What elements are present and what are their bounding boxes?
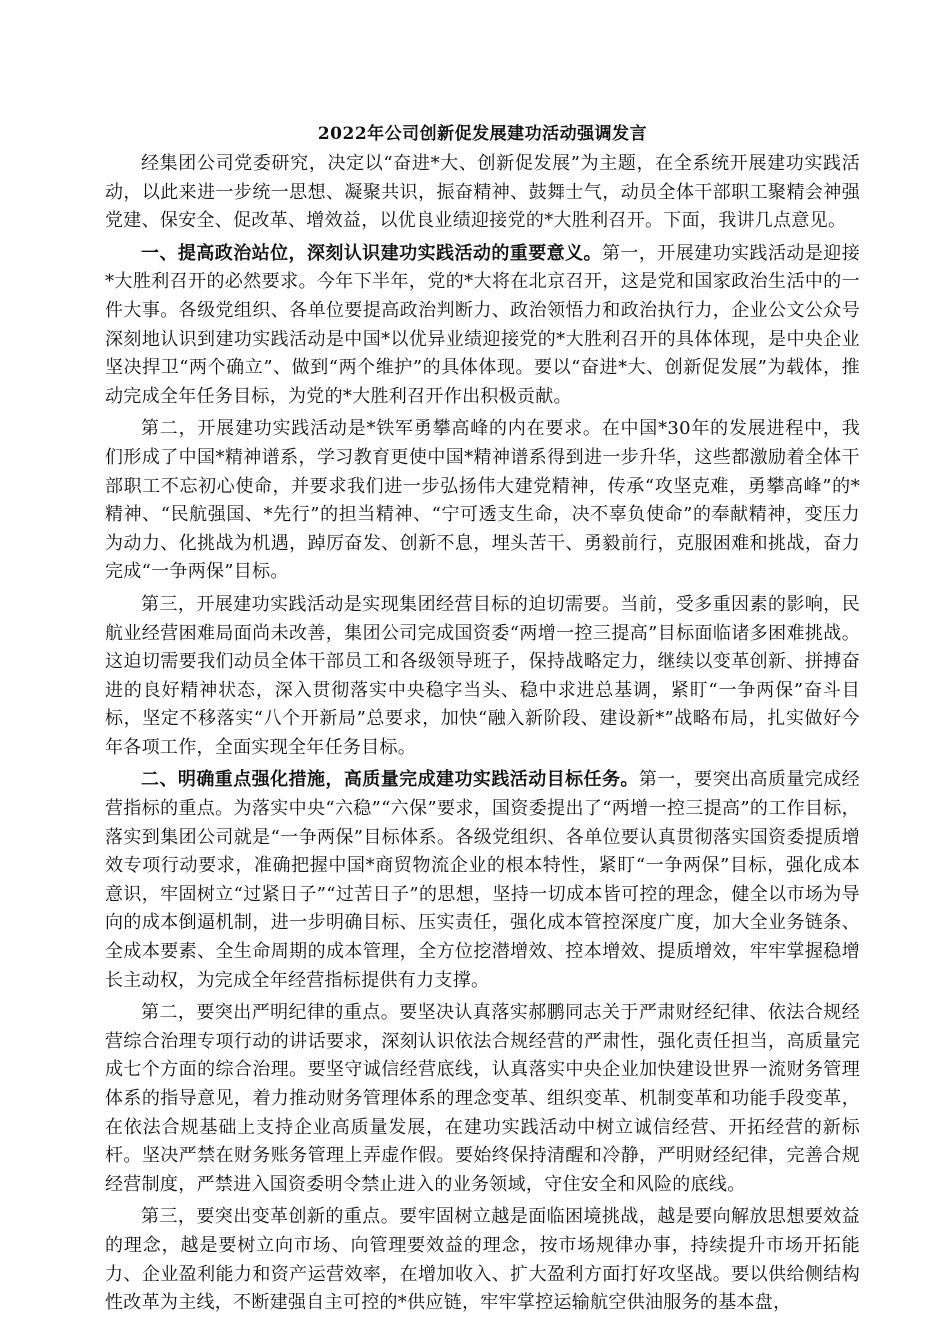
section-heading: 一、提高政治站位，深刻认识建功实践活动的重要意义。 xyxy=(141,242,602,264)
paragraph-section-1-point-2 xyxy=(105,415,860,587)
paragraph-section-2-point-3 xyxy=(105,1203,860,1317)
paragraph-section-2 xyxy=(105,766,860,995)
paragraph-text: 经集团公司党委研究，决定以“奋进*大、创新促发展”为主题，在全系统开展建功实践活动，以此来进一步统一思想、凝聚共识，振奋精神、鼓舞士气，动员全体干部职工聚精会神强党建、保安全、促改革、增效益，以优良业绩迎接党的*大胜利召开。下面，我讲几点意见。 xyxy=(105,153,860,232)
paragraph-text: 第三，要突出变革创新的重点。要牢固树立越是面临困境挑战，越是要向解放思想要效益的理念，越是要树立向市场、向管理要效益的理念，按市场规律办事，持续提升市场开拓能力、企业盈利能力和资产运营效率，在增加收入、扩大盈利方面打好攻坚战。要以供给侧结构性改革为主线，不断建强自主可控的*供应链，牢牢掌控运输航空供油服务的基本盘， xyxy=(105,1206,860,1314)
paragraph-text: 第二，要突出严明纪律的重点。要坚决认真落实郝鹏同志关于严肃财经纪律、依法合规经营综合治理专项行动的讲话要求，深刻认识依法合规经营的严肃性，强化责任担当，高质量完成七个方面的综合治理。要坚守诚信经营底线，认真落实中央企业加快建设世界一流财务管理体系的指导意见，着力推动财务管理体系的理念变革、组织变革、机制变革和功能手段变革，在依法合规基础上支持企业高质量发展，在建功实践活动中树立诚信经营、开拓经营的新标杆。坚决严禁在财务账务管理上弄虚作假。要始终保持清醒和冷静，严明财经纪律，完善合规经营制度，严禁进入国资委明令禁止进入的业务领域，守住安全和风险的底线。 xyxy=(105,1002,860,1195)
document-page xyxy=(105,120,860,1322)
paragraph-section-1-point-3 xyxy=(105,591,860,763)
paragraph-text: 第三，开展建功实践活动是实现集团经营目标的迫切需要。当前，受多重因素的影响，民航业经营困难局面尚未改善，集团公司完成国资委“两增一控三提高”目标面临诸多困难挑战。这迫切需要我们动员全体干部员工和各级领导班子，保持战略定力，继续以变革创新、拼搏奋进的良好精神状态，深入贯彻落实中央稳字当头、稳中求进总基调，紧盯“一争两保”奋斗目标，坚定不移落实“八个开新局”总要求，加快“融入新阶段、建设新*”战略布局，扎实做好今年各项工作，全面实现全年任务目标。 xyxy=(105,593,860,758)
paragraph-section-1 xyxy=(105,240,860,412)
paragraph-text: 第一，要突出高质量完成经营指标的重点。为落实中央“六稳”“六保”要求，国资委提出了“两增一控三提高”的工作目标，落实到集团公司就是“一争两保”目标体系。各级党组织、各单位要认真贯彻落实国资委提质增效专项行动要求，准确把握中国*商贸物流企业的根本特性，紧盯“一争两保”目标，强化成本意识，牢固树立“过紧日子”“过苦日子”的思想，坚持一切成本皆可控的理念，健全以市场为导向的成本倒逼机制，进一步明确目标、压实责任，强化成本管控深度广度，加大全业务链条、全成本要素、全生命周期的成本管理，全方位挖潜增效、控本增效、提质增效，牢牢掌握稳增长主动权，为完成全年经营指标提供有力支撑。 xyxy=(105,769,860,991)
paragraph-section-2-point-2 xyxy=(105,999,860,1199)
document-title: 2022年公司创新促发展建功活动强调发言 xyxy=(317,124,648,144)
section-heading: 二、明确重点强化措施，高质量完成建功实践活动目标任务。 xyxy=(141,769,639,791)
paragraph-intro xyxy=(105,150,860,236)
paragraph-text: 第一，开展建功实践活动是迎接*大胜利召开的必然要求。今年下半年，党的*大将在北京召开，这是党和国家政治生活中的一件大事。各级党组织、各单位要提高政治判断力、政治领悟力和政治执行力，企业公文公众号深刻地认识到建功实践活动是中国*以优异业绩迎接党的*大胜利召开的具体体现，是中央企业坚决捍卫“两个确立”、做到“两个维护”的具体体现。要以“奋进*大、创新促发展”为载体，推动完成全年任务目标，为党的*大胜利召开作出积极贡献。 xyxy=(105,242,860,407)
paragraph-text: 第二，开展建功实践活动是*铁军勇攀高峰的内在要求。在中国*30年的发展进程中，我们形成了中国*精神谱系，学习教育更使中国*精神谱系得到进一步升华，这些都激励着全体干部职工不忘初心使命，并要求我们进一步弘扬伟大建党精神，传承“攻坚克难，勇攀高峰”的*精神、“民航强国、*先行”的担当精神、“宁可透支生命，决不辜负使命”的奉献精神，变压力为动力、化挑战为机遇，踔厉奋发、创新不息，埋头苦干、勇毅前行，克服困难和挑战，奋力完成“一争两保”目标。 xyxy=(105,418,860,583)
